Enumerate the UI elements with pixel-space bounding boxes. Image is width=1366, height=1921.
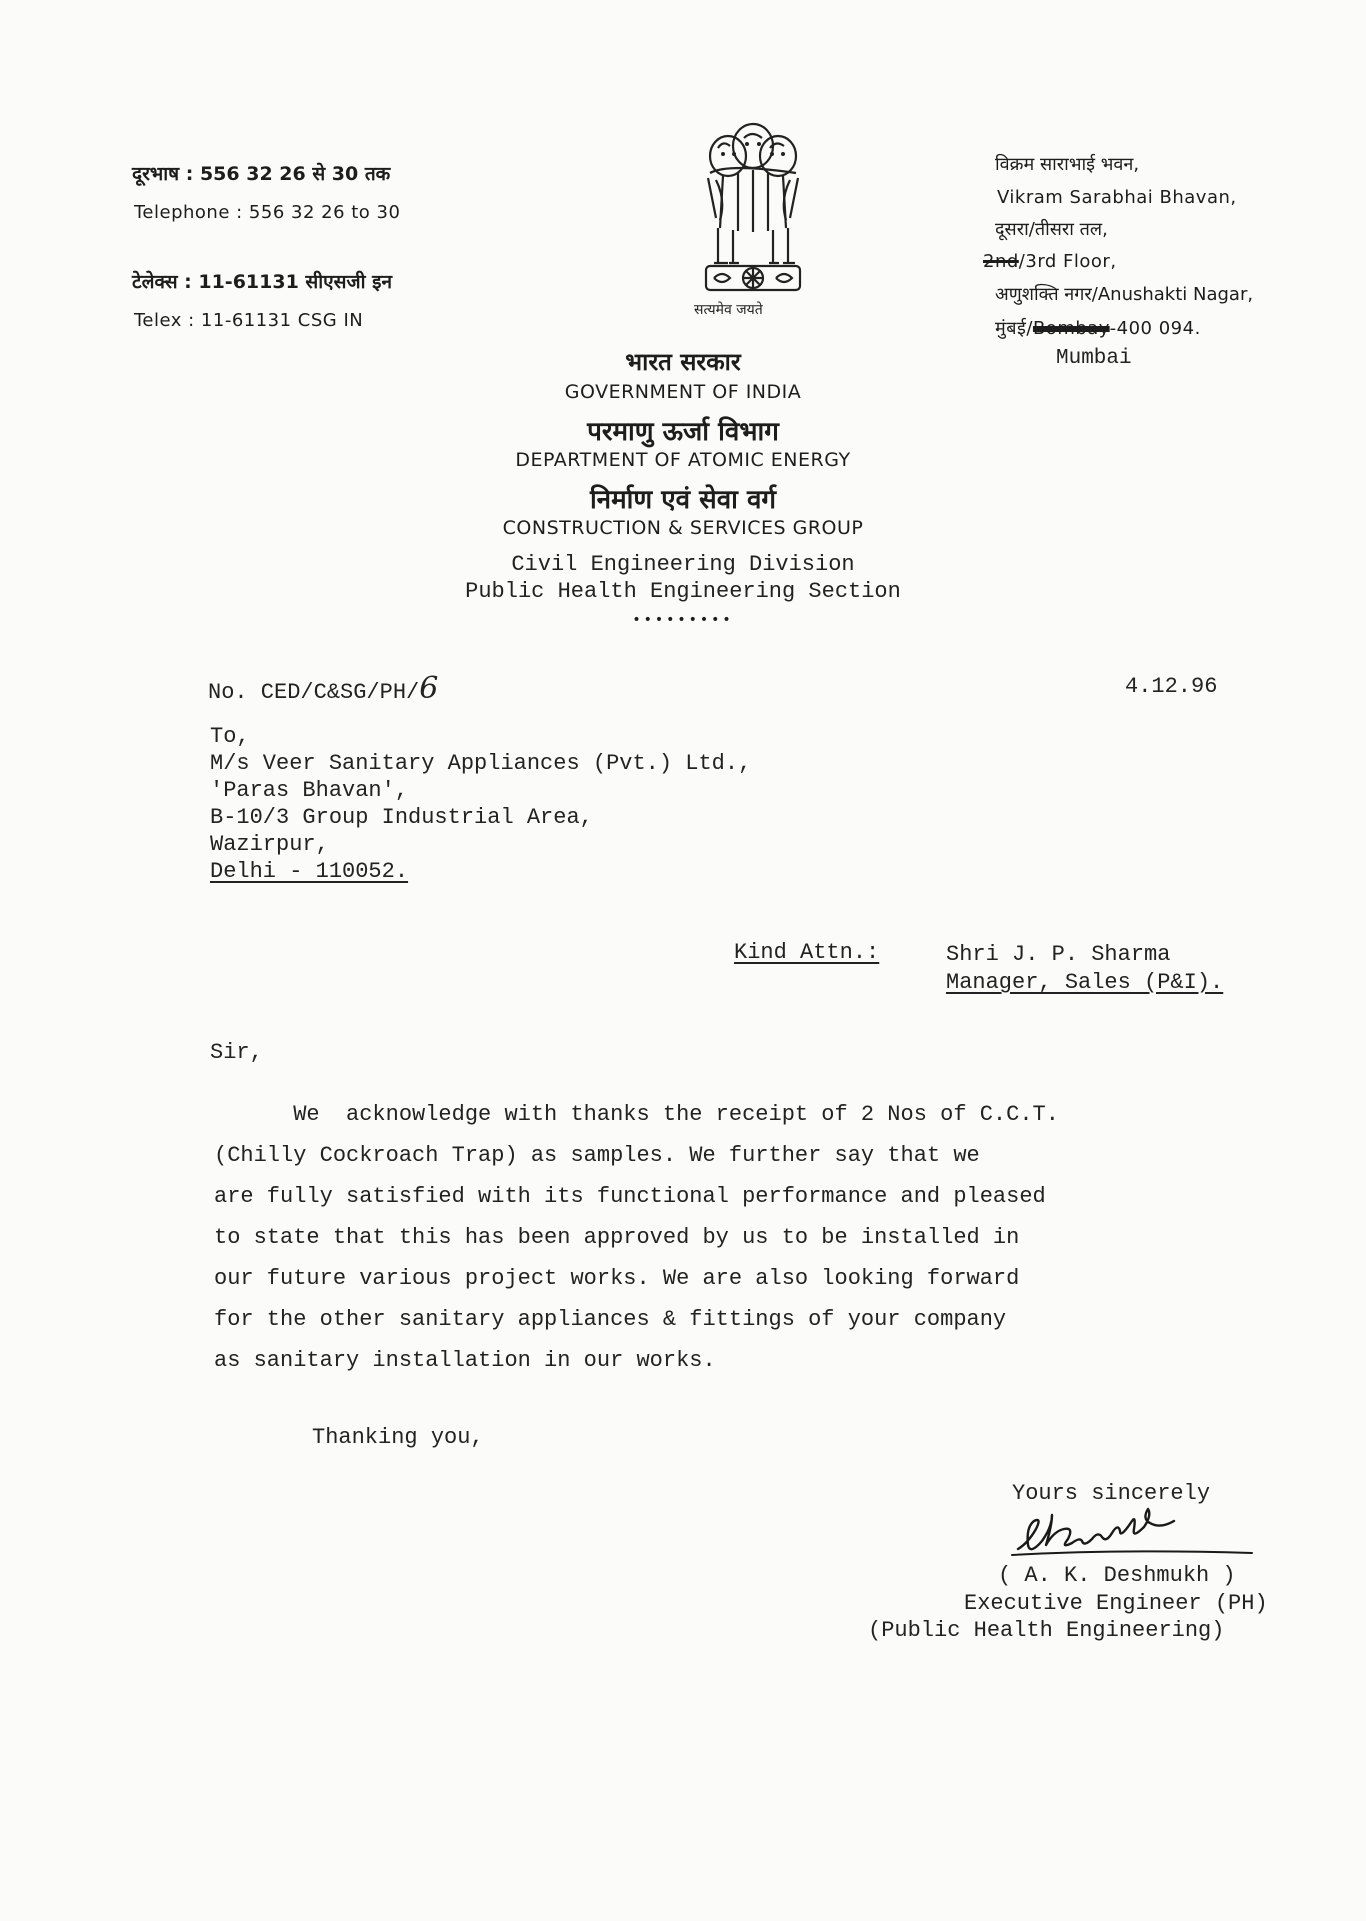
telex-hindi: टेलेक्स : 11-61131 सीएसजी इन xyxy=(132,271,393,293)
body-line-3: are fully satisfied with its functional performance and pleased xyxy=(214,1184,1046,1209)
emblem-motto: सत्यमेव जयते xyxy=(694,302,763,318)
separator-dots: ••••••••• xyxy=(632,612,734,628)
city-handwritten: Mumbai xyxy=(1056,347,1132,370)
floor-rest: /3rd Floor, xyxy=(1018,251,1117,272)
body-line-5: our future various project works. We are also looking forward xyxy=(214,1266,1020,1291)
body-line-1: We acknowledge with thanks the receipt of 2 Nos of C.C.T. xyxy=(214,1102,1059,1127)
letter-date: 4.12.96 xyxy=(1125,674,1218,699)
signature-icon xyxy=(1010,1505,1260,1565)
address-hindi-bhavan: विक्रम साराभाई भवन, xyxy=(995,154,1140,175)
attn-title: Manager, Sales (P&I). xyxy=(946,970,1224,995)
signatory-department: (Public Health Engineering) xyxy=(868,1618,1225,1643)
address-line-2: 'Paras Bhavan', xyxy=(210,778,409,803)
group-english: CONSTRUCTION & SERVICES GROUP xyxy=(502,517,864,539)
group-hindi: निर्माण एवं सेवा वर्ग xyxy=(589,485,777,515)
division-name: Civil Engineering Division xyxy=(511,552,855,577)
phone-hindi: दूरभाष : 556 32 26 से 30 तक xyxy=(132,163,391,185)
dept-english: DEPARTMENT OF ATOMIC ENERGY xyxy=(515,449,851,471)
salutation: Sir, xyxy=(210,1040,263,1065)
address-floor xyxy=(983,251,1117,272)
letter-body xyxy=(214,1094,1254,1381)
body-line-4: to state that this has been approved by us to be installed in xyxy=(214,1225,1020,1250)
section-name: Public Health Engineering Section xyxy=(465,579,901,604)
body-line-2: (Chilly Cockroach Trap) as samples. We further say that we xyxy=(214,1143,980,1168)
address-pin xyxy=(995,316,1201,340)
govt-english: GOVERNMENT OF INDIA xyxy=(564,381,802,403)
address-line-4: Wazirpur, xyxy=(210,832,329,857)
reference-handwritten: 6 xyxy=(419,671,439,706)
phone-english: Telephone : 556 32 26 to 30 xyxy=(134,202,401,223)
attn-name: Shri J. P. Sharma xyxy=(946,942,1171,967)
address-bhavan: Vikram Sarabhai Bhavan, xyxy=(997,187,1237,208)
to-label: To, xyxy=(210,724,250,749)
city-struck: Bombay xyxy=(1032,318,1110,339)
floor-struck: 2nd xyxy=(983,251,1019,272)
signatory-name: ( A. K. Deshmukh ) xyxy=(998,1563,1236,1588)
body-line-7: as sanitary installation in our works. xyxy=(214,1348,716,1373)
reference-text: No. CED/C&SG/PH/ xyxy=(208,680,420,705)
lion-capital-icon xyxy=(688,118,818,318)
signatory-title: Executive Engineer (PH) xyxy=(964,1591,1268,1616)
closing-thanks: Thanking you, xyxy=(312,1425,484,1450)
body-line-6: for the other sanitary appliances & fittings of your company xyxy=(214,1307,1007,1332)
attn-label: Kind Attn.: xyxy=(734,940,880,965)
reference-number xyxy=(208,671,438,706)
govt-hindi: भारत सरकार xyxy=(625,348,741,376)
pin-code: -400 094. xyxy=(1109,318,1201,339)
city-prefix: मुंबई/ xyxy=(995,318,1033,339)
national-emblem xyxy=(688,118,818,318)
closing-phrase: Yours sincerely xyxy=(1012,1481,1211,1506)
address-line-3: B-10/3 Group Industrial Area, xyxy=(210,805,593,830)
telex-english: Telex : 11-61131 CSG IN xyxy=(134,310,364,331)
dept-hindi: परमाणु ऊर्जा विभाग xyxy=(587,417,779,447)
address-line-1: M/s Veer Sanitary Appliances (Pvt.) Ltd., xyxy=(210,751,752,776)
address-nagar: अणुशक्ति नगर/Anushakti Nagar, xyxy=(995,284,1254,305)
address-line-5: Delhi - 110052. xyxy=(210,859,409,884)
address-hindi-floor: दूसरा/तीसरा तल, xyxy=(995,219,1108,240)
signature xyxy=(1010,1505,1260,1565)
